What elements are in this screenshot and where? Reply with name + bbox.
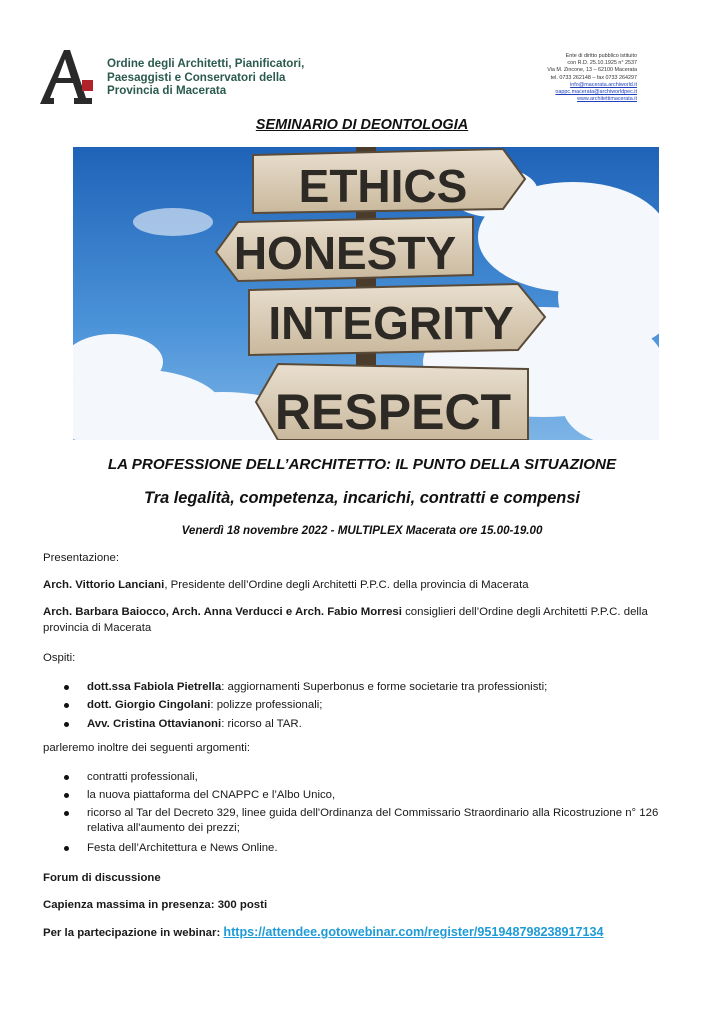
- councillors-role: consiglieri dell’Ordine degli Architetti P.P.C. della provincia di Macerata: [43, 606, 648, 634]
- subtitle: Tra legalità, competenza, incarichi, contratti e compensi: [143, 489, 580, 507]
- sign-respect: RESPECT: [274, 384, 512, 440]
- order-logo: [34, 46, 96, 108]
- councillors-line: [43, 605, 693, 636]
- sign-ethics: ETHICS: [298, 160, 468, 212]
- organization-name: Ordine degli Architetti, Pianificatori, Paesaggisti e Conservatori della Provincia di Macerata: [107, 57, 305, 98]
- presentazione-label: Presentazione:: [43, 552, 119, 564]
- list-item: Festa dell’Architettura e News Online.: [43, 839, 693, 857]
- guests-list: [43, 678, 693, 733]
- list-item: dott.ssa Fabiola Pietrella: aggiornamenti Superbonus e forme societarie tra professionisti;: [43, 678, 693, 696]
- list-item: la nuova piattaforma del CNAPPC e l’Albo Unico,: [43, 786, 693, 804]
- ospiti-label: Ospiti:: [43, 652, 76, 664]
- headline: LA PROFESSIONE DELL’ARCHITETTO: IL PUNTO DELLA SITUAZIONE: [107, 456, 617, 473]
- topics-list: [43, 768, 693, 857]
- list-item: Avv. Cristina Ottavianoni: ricorso al TAR.: [43, 715, 693, 733]
- website-link[interactable]: www.architettimacerata.it: [577, 96, 637, 103]
- capacity-line: Capienza massima in presenza: 300 posti: [43, 899, 268, 911]
- ethics-signpost-photo: [73, 147, 659, 440]
- sign-integrity: INTEGRITY: [268, 297, 514, 349]
- webinar-line: Per la partecipazione in webinar: https://attendee.gotowebinar.com/register/951948798238917134: [43, 925, 604, 939]
- event-date-venue: Venerdì 18 novembre 2022 - MULTIPLEX Macerata ore 15.00-19.00: [181, 524, 543, 537]
- list-item: dott. Giorgio Cingolani: polizze professionali;: [43, 696, 693, 714]
- list-item: ricorso al Tar del Decreto 329, linee guida dell'Ordinanza del Commissario Straordinario alla Ricostruzione n° 126 relativa all'aumento dei prezzi;: [43, 805, 693, 839]
- list-item: contratti professionali,: [43, 768, 693, 786]
- president-name: Arch. Vittorio Lanciani: [43, 579, 165, 591]
- email-link[interactable]: info@macerata.archiworld.it: [570, 81, 637, 88]
- president-role: , Presidente dell’Ordine degli Architetti P.P.C. della provincia di Macerata: [164, 579, 529, 591]
- webinar-link[interactable]: https://attendee.gotowebinar.com/register/951948798238917134: [223, 925, 604, 939]
- topics-label: parleremo inoltre dei seguenti argomenti:: [43, 742, 251, 754]
- sign-honesty: HONESTY: [233, 227, 457, 279]
- president-line: [43, 578, 693, 594]
- forum-label: Forum di discussione: [43, 872, 161, 884]
- pec-link[interactable]: oappc.macerata@archiworldpec.it: [555, 89, 637, 96]
- contact-info: Ente di diritto pubblico istituito con R.D. 25.10.1925 n° 2537 Via M. Zincone, 13 – 62100 Macerata tel. 0733 262148 – fax 0733 264297 info@macerata.archiworld.it oappc.macerata@archiworldpec.it www.architettimacerata.it: [547, 53, 637, 103]
- councillors-names: Arch. Barbara Baiocco, Arch. Anna Verducci e Arch. Fabio Morresi: [43, 606, 402, 618]
- seminar-title: SEMINARIO DI DEONTOLOGIA: [255, 117, 469, 133]
